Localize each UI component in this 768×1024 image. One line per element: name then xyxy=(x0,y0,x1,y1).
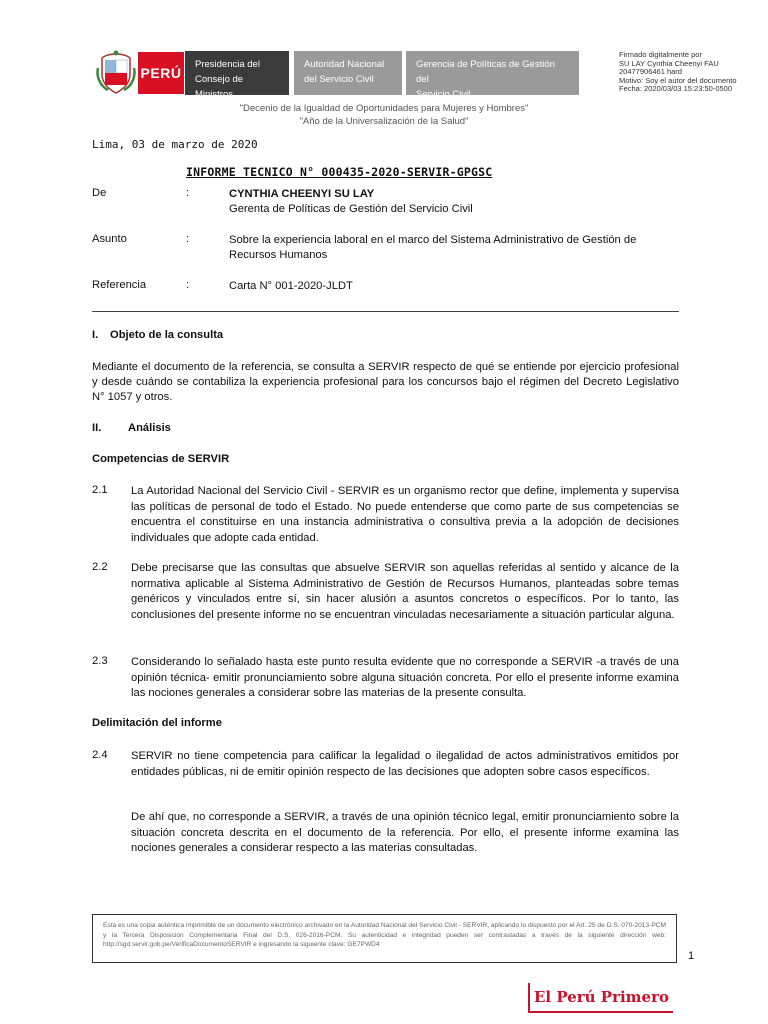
paragraph-2-1: La Autoridad Nacional del Servicio Civil - SERVIR es un organismo rector que define, implementa y supervisa las políticas de personal de todo el Estado. No puede entenderse que como parte de sus competencias se encuentra el constituirse en una instancia administrativa o consultiva previa a la adopción de decisiones individuales que adopte cada entidad. xyxy=(131,485,679,544)
paragraph-2-4-continuation: De ahí que, no corresponde a SERVIR, a través de una opinión técnico legal, emitir pronunciamiento sobre la situación concreta descrita en el documento de la referencia. Por ello, el presente informe examina las nociones generales a considerar respecto a las materias consultadas. xyxy=(131,811,679,855)
decenio-line-2: "Año de la Universalización de la Salud" xyxy=(299,116,469,127)
header-block-servir xyxy=(294,51,402,95)
decenio-line-1: "Decenio de la Igualdad de Oportunidades para Mujeres y Hombres" xyxy=(239,103,529,114)
referencia-colon: : xyxy=(186,279,190,291)
section-1-text: Mediante el documento de la referencia, se consulta a SERVIR respecto de qué se entiende por ejercicio profesional y desde cuándo se contabiliza la experiencia profesional para los concursos bajo el régimen del Decreto Legislativo N° 1057 y otros. xyxy=(92,361,679,404)
header-block-servir-text: Autoridad Nacional del Servicio Civil xyxy=(304,59,385,85)
authenticity-notice: Esta es una copia auténtica imprimible de un documento electrónico archivado en la Autoridad Nacional del Servicio Civil - SERVIR, aplicando lo dispuesto por el Art. 25 de D.S. 070-2013-PCM y la Tercera Disposición Complementaria Final del D.S. 026-2016-PCM. Su autenticidad e integridad pueden ser contrastadas a través de la siguiente dirección web: http://sgd.servir.gob.pe/VerificaDocumentoSERVIR e ingresando la siguiente clave: GE7PWD4 xyxy=(92,914,677,963)
digital-signature-note: Firmado digitalmente por SU LAY Cynthia Cheenyi FAU 20477906461 hard Motivo: Soy el autor del documento Fecha: 2020/03/03 15:23:50-0500 xyxy=(619,50,737,94)
subheading-delimitacion: Delimitación del informe xyxy=(92,717,222,729)
paragraph-2-1-number: 2.1 xyxy=(92,484,108,496)
slogan-text: El Perú Primero xyxy=(533,988,669,1006)
paragraph-2-2: Debe precisarse que las consultas que absuelve SERVIR son aquellas referidas al sentido y alcance de la normativa aplicable al Sistema Administrativo de Gestión de Recursos Humanos, planteadas sobre temas genéricos y vinculados entre sí, sin hacer alusión a asuntos concretos o específicos. Por lo tanto, las conclusiones del presente informe no se encuentran vinculadas necesariamente a situación particular alguna. xyxy=(131,562,679,621)
peru-coat-of-arms-icon xyxy=(96,50,136,96)
asunto-label: Asunto xyxy=(92,233,127,245)
referencia-value: Carta N° 001-2020-JLDT xyxy=(229,280,353,292)
peru-logo xyxy=(138,52,184,94)
header-block-gerencia xyxy=(406,51,579,100)
paragraph-2-3-number: 2.3 xyxy=(92,655,108,667)
section-2-number: II. xyxy=(92,422,102,434)
document-date: Lima, 03 de marzo de 2020 xyxy=(92,138,258,151)
header-block-pcm xyxy=(185,51,289,100)
section-2-title: Análisis xyxy=(128,422,171,434)
paragraph-2-4-number: 2.4 xyxy=(92,749,108,761)
decenio-header xyxy=(0,102,768,128)
peru-logo-text: PERÚ xyxy=(140,65,182,81)
de-label: De xyxy=(92,187,107,199)
paragraph-2-3: Considerando lo señalado hasta este punto resulta evidente que no corresponde a SERVIR -a través de una opinión técnica- emitir pronunciamiento sobre alguna situación concreta. Por ello el presente informe examina las nociones generales a considerar sobre las materias de la presente consulta. xyxy=(131,656,679,700)
de-value xyxy=(229,187,684,217)
header-block-gerencia-text: Gerencia de Políticas de Gestión del Servicio Civil xyxy=(416,59,555,100)
asunto-value: Sobre la experiencia laboral en el marco del Sistema Administrativo de Gestión de Recursos Humanos xyxy=(229,234,637,261)
de-colon: : xyxy=(186,187,190,199)
section-1-number: I. xyxy=(92,329,99,341)
divider xyxy=(92,311,679,312)
subheading-competencias: Competencias de SERVIR xyxy=(92,453,230,465)
header-block-pcm-text: Presidencia del Consejo de Ministros xyxy=(195,59,260,100)
referencia-label: Referencia xyxy=(92,279,147,291)
asunto-colon: : xyxy=(186,233,190,245)
paragraph-2-2-number: 2.2 xyxy=(92,561,108,573)
document-title: INFORME TECNICO N° 000435-2020-SERVIR-GPGSC xyxy=(186,165,493,179)
section-1-title: Objeto de la consulta xyxy=(110,329,224,341)
el-peru-primero-logo xyxy=(528,983,673,1013)
page-number: 1 xyxy=(688,950,695,962)
de-name: CYNTHIA CHEENYI SU LAY xyxy=(229,188,375,200)
paragraph-2-4: SERVIR no tiene competencia para calificar la legalidad o ilegalidad de actos administrativos emitidos por entidades públicas, ni de emitir opinión respecto de las decisiones que adopten sobre casos específicos. xyxy=(131,750,679,778)
de-role: Gerenta de Políticas de Gestión del Servicio Civil xyxy=(229,203,473,215)
